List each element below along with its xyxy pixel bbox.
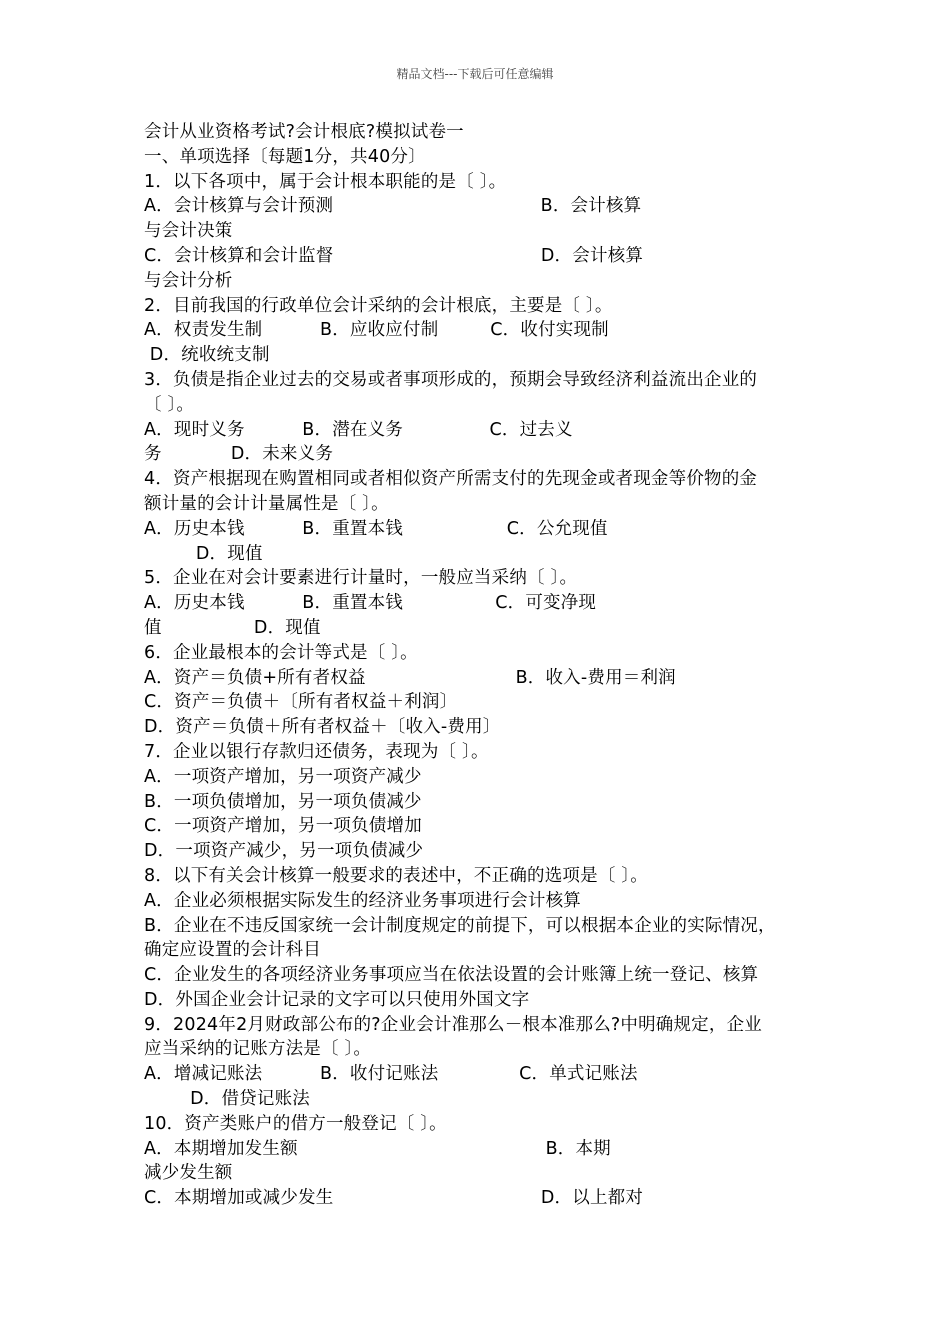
header-watermark: 精品文档---下载后可任意编辑 bbox=[396, 67, 554, 81]
text-line: 〔 〕。 bbox=[144, 394, 195, 415]
text-line: B．一项负债增加，另一项负债减少 bbox=[144, 791, 422, 812]
text-line: A．企业必须根据实际发生的经济业务事项进行会计核算 bbox=[144, 890, 581, 911]
text-line: D．统收统支制 bbox=[144, 345, 270, 366]
text-line: 值 D．现值 bbox=[144, 617, 321, 638]
text-line: 应当采纳的记账方法是〔 〕。 bbox=[144, 1039, 372, 1060]
text-line: 5．企业在对会计要素进行计量时，一般应当采纳〔 〕。 bbox=[144, 568, 578, 589]
text-line: 务 D．未来义务 bbox=[144, 444, 334, 465]
text-line: A．历史本钱 B．重置本钱 C．可变净现 bbox=[144, 593, 597, 614]
text-line: C．会计核算和会计监督 D．会计核算 bbox=[144, 245, 644, 266]
text-line: A．增减记账法 B．收付记账法 C．单式记账法 bbox=[144, 1064, 638, 1085]
text-line: 1．以下各项中，属于会计根本职能的是〔 〕。 bbox=[144, 171, 507, 192]
text-line: D．一项资产减少，另一项负债减少 bbox=[144, 841, 424, 862]
text-line: A．权责发生制 B．应收应付制 C．收付实现制 bbox=[144, 320, 609, 341]
text-line: 与会计决策 bbox=[144, 221, 233, 242]
text-line: D．借贷记账法 bbox=[144, 1089, 310, 1110]
text-line: D．资产＝负债＋所有者权益＋〔收入-费用〕 bbox=[144, 717, 501, 738]
text-line: 3．负债是指企业过去的交易或者事项形成的，预期会导致经济利益流出企业的 bbox=[144, 369, 758, 390]
text-line: 9．2024年2月财政部公布的?企业会计准那么－根本准那么?中明确规定，企业 bbox=[144, 1014, 762, 1035]
text-line: C．资产＝负债＋〔所有者权益＋利润〕 bbox=[144, 692, 458, 713]
text-line: 确定应设置的会计科目 bbox=[144, 940, 321, 961]
text-line: A．会计核算与会计预测 B．会计核算 bbox=[144, 196, 642, 217]
text-line: D．现值 bbox=[144, 543, 263, 564]
text-line: 额计量的会计计量属性是〔 〕。 bbox=[144, 493, 389, 514]
text-line: 4．资产根据现在购置相同或者相似资产所需支付的先现金或者现金等价物的金 bbox=[144, 469, 758, 490]
text-line: D．外国企业会计记录的文字可以只使用外国文字 bbox=[144, 989, 530, 1010]
document-title: 会计从业资格考试?会计根底?模拟试卷一 bbox=[144, 122, 464, 142]
text-line: 与会计分析 bbox=[144, 270, 233, 291]
document-body bbox=[144, 120, 824, 1211]
text-line: 7．企业以银行存款归还债务，表现为〔 〕。 bbox=[144, 741, 489, 762]
text-line: B．企业在不违反国家统一会计制度规定的前提下，可以根据本企业的实际情况， bbox=[144, 915, 776, 936]
text-line: A．现时义务 B．潜在义务 C．过去义 bbox=[144, 419, 573, 440]
text-line: A．一项资产增加，另一项资产减少 bbox=[144, 766, 422, 787]
text-line: 2．目前我国的行政单位会计采纳的会计根底，主要是〔 〕。 bbox=[144, 295, 613, 316]
text-line: C．一项资产增加，另一项负债增加 bbox=[144, 816, 422, 837]
text-line: 减少发生额 bbox=[144, 1163, 233, 1184]
section-heading: 一、单项选择〔每题1分，共40分〕 bbox=[144, 146, 426, 167]
text-line: C．本期增加或减少发生 D．以上都对 bbox=[144, 1188, 644, 1209]
text-line: 10．资产类账户的借方一般登记〔 〕。 bbox=[144, 1113, 447, 1134]
text-line: C．企业发生的各项经济业务事项应当在依法设置的会计账簿上统一登记、核算 bbox=[144, 965, 759, 986]
text-line: 8．以下有关会计核算一般要求的表述中，不正确的选项是〔 〕。 bbox=[144, 865, 648, 886]
text-line: A．历史本钱 B．重置本钱 C．公允现值 bbox=[144, 518, 608, 539]
text-line: A．本期增加发生额 B．本期 bbox=[144, 1138, 611, 1159]
text-line: 6．企业最根本的会计等式是〔 〕。 bbox=[144, 642, 418, 663]
text-line: A．资产＝负债+所有者权益 B．收入-费用＝利润 bbox=[144, 667, 676, 688]
